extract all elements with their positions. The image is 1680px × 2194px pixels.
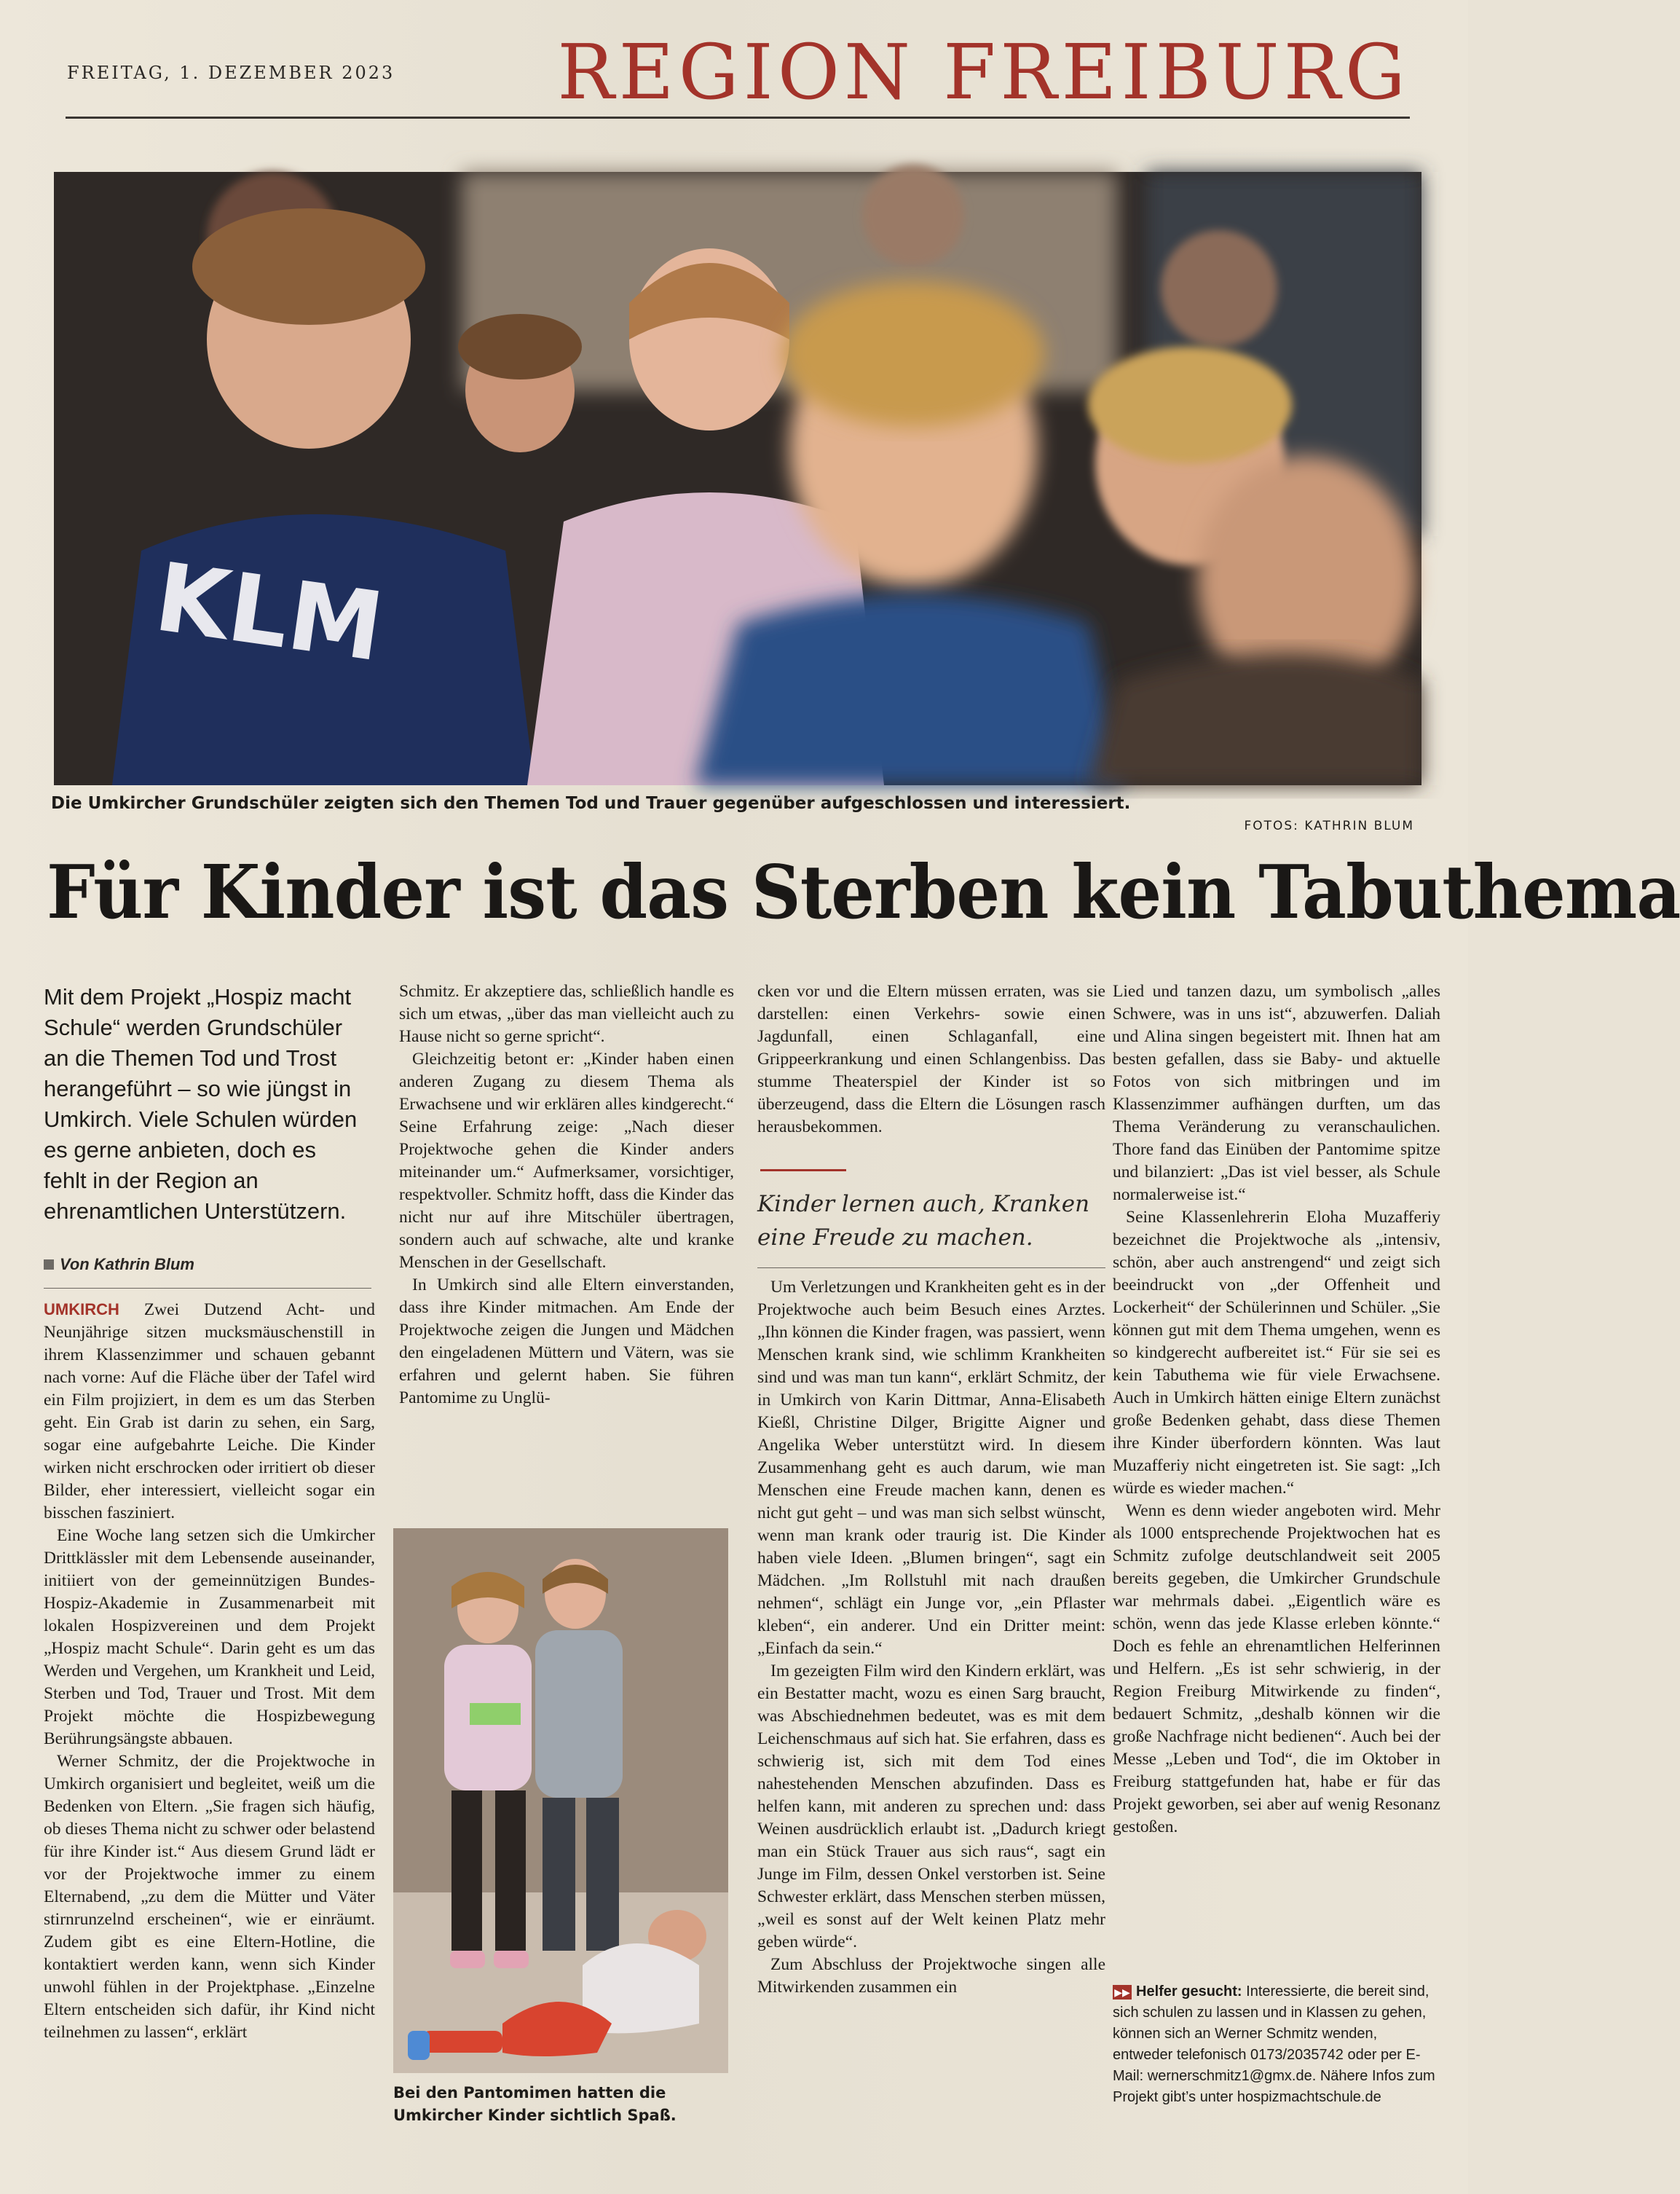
byline-rule [44, 1288, 371, 1289]
fast-forward-icon: ▶▶ [1113, 1985, 1132, 2000]
paragraph: In Umkirch sind alle Eltern einverstanden, dass ihre Kinder mitmachen. Am Ende der Projektwoche zeigen die Jungen und Mädchen den eingeladenen Müttern und Vätern, was sie erfahren und gelernt haben. Sie führen Pantomime zu Unglü- [399, 1275, 734, 1407]
photo-credit: FOTOS: KATHRIN BLUM [1244, 819, 1414, 833]
paragraph: Werner Schmitz, der die Projektwoche in Umkirch organisiert und begleitet, weiß um die Bedenken von Eltern. „Sie fragen sich häufig, ob dieses Thema nicht zu schwer oder belastend für ihre Kinder ist.“ Aus diesem Grund lädt er vor der Projektwoche immer zu einem Elternabend, „zu dem die Mütter und Väter stirnrunzelnd erscheinen“, wie er einräumt. Zudem gibt es eine Eltern-Hotline, die kontaktiert werden kann, wenn sich Kinder unwohl fühlen in der Projektphase. „Einzelne Eltern entscheiden sich dafür, ihr Kind nicht teilnehmen zu lassen“, erklärt [44, 1752, 375, 2042]
paragraph: Lied und tanzen dazu, um symbolisch „alles Schwere, was in uns ist“, abzuwerfen. Daliah und Alina singen begeistert mit. Ihnen hat am besten gefallen, dass sie Baby- und aktuelle Fotos von sich mitbringen und im Klassenzimmer aufhängen durften, um das Thema Veränderung zu veranschaulichen. Thore fand das Einüben der Pantomime spitze und bilanziert: „Das ist viel besser, als Schule normalerweise ist.“ [1113, 982, 1440, 1204]
classroom-children-illustration [54, 172, 1421, 785]
article-column-1 [44, 1298, 375, 2044]
paragraph: Eine Woche lang setzen sich die Umkircher Drittklässler mit dem Lebensende auseinander, initiiert von der gemeinnützigen Bundes-Hospiz-Akademie in Zusammenarbeit mit lokalen Hospizvereinen und dem Projekt „Hospiz macht Schule“. Darin geht es um das Werden und Vergehen, um Krankheit und Leid, Sterben und Tod, Trauer und Trost. Mit dem Projekt möchte die Hospizbewegung Berührungsängste abbauen. [44, 1526, 375, 1748]
article-column-2 [399, 980, 734, 1409]
main-photo-caption: Die Umkircher Grundschüler zeigten sich den Themen Tod und Trauer gegenüber aufgeschlossen und interessiert. [51, 794, 1131, 813]
pantomime-children-illustration [393, 1528, 728, 2073]
helper-text: Interessierte, die bereit sind, sich schulen zu lassen und in Klassen zu gehen, können sich an Werner Schmitz wenden, entweder telefonisch 0173/2035742 oder per E-Mail: wernerschmitz1@gmx.de. Nähere Infos zum Projekt gibt’s unter hospizmachtschule.de [1113, 1983, 1435, 2105]
paragraph: Schmitz. Er akzeptiere das, schließlich handle es sich um etwas, „über das man vielleicht auch zu Hause nicht so gerne spricht“. [399, 982, 734, 1046]
paragraph [44, 1298, 375, 1525]
helper-label: Helfer gesucht: [1136, 1983, 1242, 2000]
pantomime-photo [393, 1528, 728, 2073]
byline-text: Von Kathrin Blum [60, 1255, 194, 1273]
paragraph: Im gezeigten Film wird den Kindern erklärt, was ein Bestatter macht, wozu es einen Sarg braucht, was Abschiednehmen bedeutet, was es mit dem Leichenschmaus auf sich hat. Sie erfahren, dass es schwierig ist, sich mit dem Tod eines nahestehenden Menschen abzufinden. Dass es helfen kann, mit anderen zu sprechen und: dass Weinen ausdrücklich erlaubt ist. „Dadurch kriegt man ein Stück Trauer aus sich raus“, sagt ein Junge im Film, dessen Onkel verstorben ist. Seine Schwester erklärt, dass Menschen sterben müssen, „weil es sonst auf der Welt keinen Platz mehr geben würde“. [757, 1662, 1105, 1951]
pantomime-photo-caption: Bei den Pantomimen hatten die Umkircher Kinder sichtlich Spaß. [393, 2084, 677, 2124]
article-column-3a [757, 980, 1105, 1139]
paragraph-text: Zwei Dutzend Acht- und Neunjährige sitzen mucksmäuschenstill in ihrem Klassenzimmer und schauen gebannt nach vorne: Auf die Fläche über der Tafel wird ein Film projiziert, in dem es um das Sterben geht. Ein Grab ist darin zu sehen, ein Sarg, sogar eine aufgebahrte Leiche. Die Kinder wirken nicht erschrocken oder irritiert ob dieser Bilder, eher interessiert, vielleicht sogar ein bisschen fasziniert. [44, 1300, 375, 1522]
article-headline: Für Kinder ist das Sterben kein Tabuthema [47, 849, 1680, 935]
section-title: REGION FREIBURG [557, 28, 1410, 117]
paragraph: Um Verletzungen und Krankheiten geht es in der Projektwoche auch beim Besuch eines Arztes. „Ihn können die Kinder fragen, was passiert, wenn Menschen krank sind, wie schlimm Krankheiten sind und was man tun kann“, erklärt Schmitz, der in Umkirch von Karin Dittmar, Anna-Elisabeth Kießl, Christine Dilger, Brigitte Aigner und Angelika Weber unterstützt wird. In diesem Zusammenhang geht es auch darum, wie man Menschen eine Freude machen kann, denen es nicht gut geht – und was man sich selbst wünscht, wenn man krank oder traurig ist. Die Kinder haben viele Ideen. „Blumen bringen“, sagt ein Mädchen. „Im Rollstuhl mit nach draußen nehmen“, schlägt ein Junge vor, „ein Pflaster kleben“, ein anderer. Und ein Dritter meint: „Einfach da sein.“ [757, 1278, 1105, 1658]
article-column-3b [757, 1276, 1105, 1999]
byline [44, 1255, 194, 1274]
paragraph: Gleichzeitig betont er: „Kinder haben einen anderen Zugang zu diesem Thema als Erwachsene und wir erklären alles kindgerecht.“ Seine Erfahrung zeige: „Nach dieser Projektwoche gehen die Kinder anders miteinander um.“ Aufmerksamer, vorsichtiger, respektvoller. Schmitz hofft, dass die Kinder das nicht nur auf ihre Mitschüler übertragen, sondern auch auf schwache, alte und kranke Menschen in der Gesellschaft. [399, 1050, 734, 1272]
dateline: UMKIRCH [44, 1300, 119, 1318]
helper-info-box [1113, 1981, 1440, 2108]
pullquote-accent-rule [760, 1169, 846, 1171]
article-column-4 [1113, 980, 1440, 1839]
main-photo [54, 172, 1421, 785]
paragraph: cken vor und die Eltern müssen erraten, was sie darstellen: einen Verkehrs- sowie einen Jagdunfall, einen Schlaganfall, eine Grippeerkrankung und einen Schlangenbiss. Das stumme Theaterspiel der Kinder ist so überzeugend, dass die Eltern die Lösungen rasch herausbekommen. [757, 982, 1105, 1136]
paragraph: Wenn es denn wieder angeboten wird. Mehr als 1000 entsprechende Projektwochen hat es Schmitz zufolge deutschlandweit seit 2005 bereits gegeben, die Umkircher Grundschule war mehrmals dabei. „Eigentlich wäre es schön, wenn das jede Klasse erleben könnte.“ Doch es fehle an ehrenamtlichen Helferinnen und Helfern. „Es ist sehr schwierig, in der Region Freiburg Mitwirkende zu finden“, bedauert Schmitz, „deshalb können wir die große Nachfrage nicht bedienen“. Auch bei der Messe „Leben und Tod“, die im Oktober in Freiburg stattgefunden hat, habe er für das Projekt geworben, sei aber auf wenig Resonanz gestoßen. [1113, 1501, 1440, 1836]
article-teaser: Mit dem Projekt „Hospiz macht Schule“ werden Grundschüler an die Themen Tod und Trost herangeführt – so wie jüngst in Umkirch. Viele Schulen würden es gerne anbieten, doch es fehlt in der Region an ehrenamtlichen Unterstützern. [44, 984, 358, 1224]
svg-text:KLM: KLM [149, 541, 390, 683]
header-rule [66, 117, 1410, 119]
pullquote: Kinder lernen auch, Kranken eine Freude zu machen. [757, 1191, 1090, 1251]
pullquote-bottom-rule [757, 1267, 1105, 1268]
paragraph: Seine Klassenlehrerin Eloha Muzafferiy bezeichnet die Projektwoche als „intensiv, schön, aber auch anstrengend“ und zeigt sich beeindruckt von „der Offenheit und Lockerheit“ der Schülerinnen und Schüler. „Sie können gut mit dem Thema umgehen, wenn es so kindgerecht aufbereitet ist.“ Für sie sei es kein Tabuthema wie für viele Erwachsene. Auch in Umkirch hätten einige Eltern zunächst große Bedenken gehabt, dass diese Themen ihre Kinder überfordern könnten. Was laut Muzafferiy nicht eingetreten ist. Sie sagt: „Ich würde es wieder machen.“ [1113, 1208, 1440, 1498]
paragraph: Zum Abschluss der Projektwoche singen alle Mitwirkenden zusammen ein [757, 1955, 1105, 1997]
byline-square-icon [44, 1259, 54, 1270]
issue-date: FREITAG, 1. DEZEMBER 2023 [67, 63, 395, 83]
